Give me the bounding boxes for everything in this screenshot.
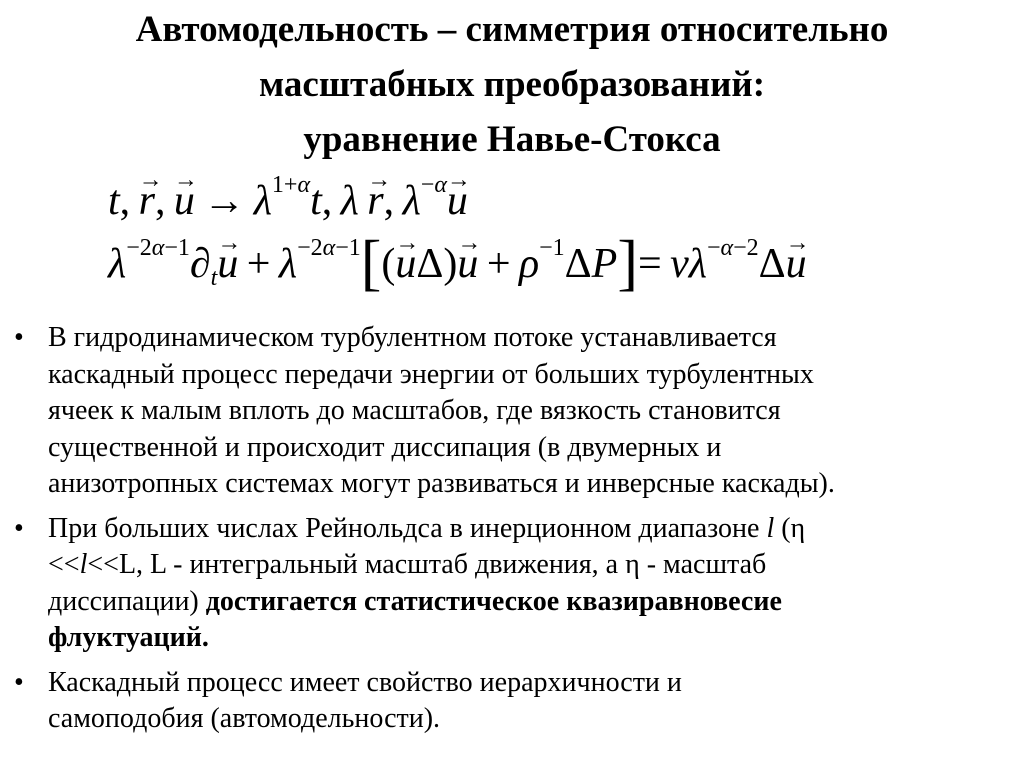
text-line (48, 584, 1014, 621)
text-run: диссипации) (48, 585, 206, 617)
text-run: (η (774, 512, 806, 544)
bullet-item-hierarchy (14, 665, 1014, 738)
bullet-item-cascade (14, 320, 1014, 503)
bullet-icon: • (14, 322, 24, 353)
emphasis-text: флуктуаций. (48, 622, 209, 653)
text-line: В гидродинамическом турбулентном потоке устанавливается (48, 322, 777, 353)
bullet-list (14, 320, 1014, 738)
text-line: существенной и происходит диссипация (в двумерных и (48, 431, 722, 463)
text-run: При больших числах Рейнольдса в инерционном диапазоне (48, 512, 767, 544)
bullet-icon: • (14, 666, 24, 698)
text-line: самоподобия (автомодельности). (48, 703, 441, 734)
text-line: каскадный процесс передачи энергии от больших турбулентных (48, 358, 814, 390)
bullet-item-reynolds (14, 511, 1014, 657)
slide-title (0, 2, 1024, 167)
text-line: Каскадный процесс имеет свойство иерархичности и (48, 666, 682, 698)
text-line (48, 547, 1014, 584)
text-line (48, 620, 1014, 657)
bullet-icon: • (14, 512, 24, 544)
text-run: <<L, L - интегральный масштаб движения, а η - масштаб (87, 549, 767, 580)
text-line: анизотропных системах могут развиваться и инверсные каскады). (48, 468, 835, 499)
navier-stokes-formula: $\lambda^{-2\alpha-1}\partial_t\to u + \lambda^{-2\alpha-1}[(\to u\Delta)\to u + \rho^{-1}\Delta P]= \nu\lambda^{-\alpha-2}\Delta\to u$ (108, 243, 807, 285)
title-line-3: уравнение Навье-Стокса (303, 119, 721, 160)
text-run: << (48, 549, 80, 580)
title-line-1: Автомодельность – симметрия относительно (135, 9, 889, 50)
text-line: ячеек к малым вплоть до масштабов, где вязкость становится (48, 395, 781, 426)
scaling-formula: t, → r, → $u \to \lambda^{1+\alpha}t$, λ → r, $\lambda^{-\alpha}\to u$ (108, 180, 468, 222)
scale-variable: l (766, 512, 775, 544)
scale-variable: l (79, 549, 88, 580)
text-line (48, 511, 1014, 548)
title-line-2: масштабных преобразований: (258, 64, 766, 105)
emphasis-text: достигается статистическое квазиравновесие (205, 585, 782, 617)
